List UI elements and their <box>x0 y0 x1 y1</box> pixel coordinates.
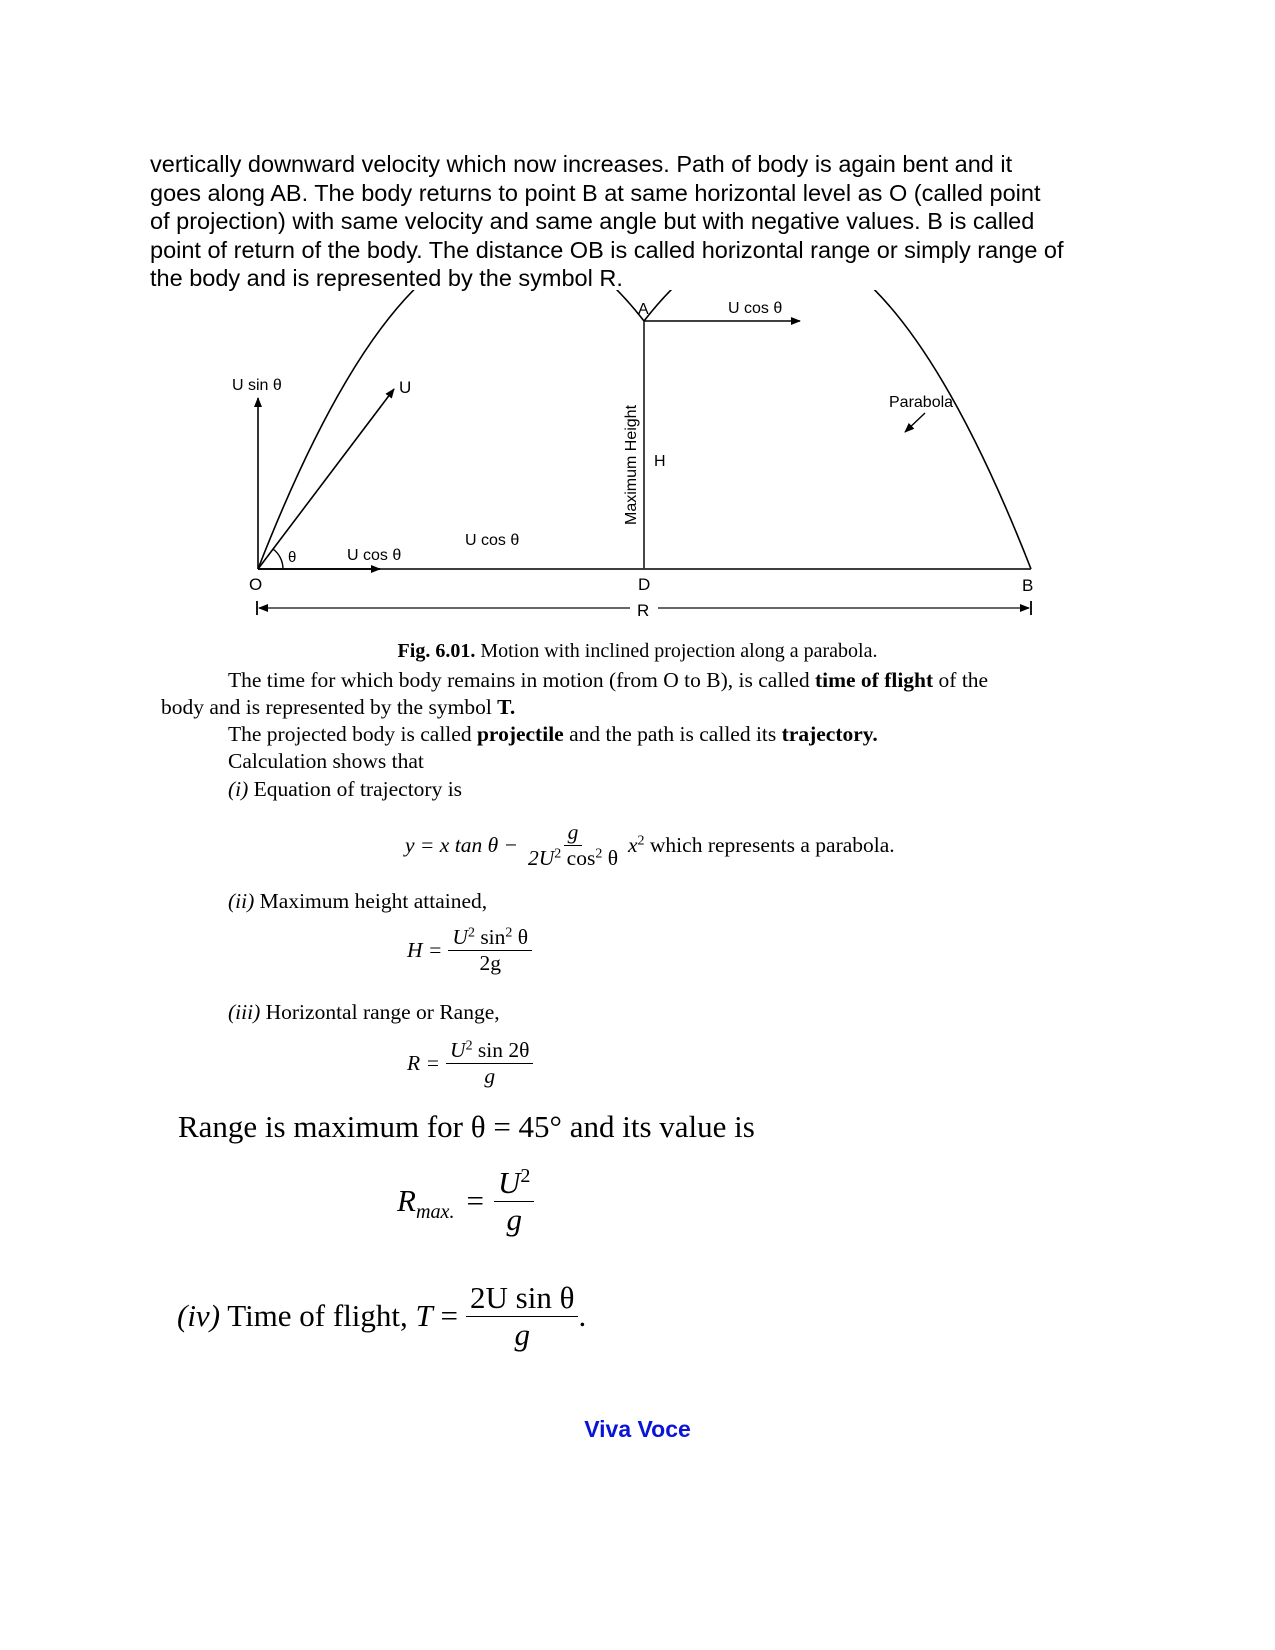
figure-caption <box>0 640 1275 663</box>
item-text: Time of flight, <box>220 1298 416 1334</box>
equation-lhs: H = <box>407 937 443 962</box>
label-max-height: Maximum Height <box>623 404 640 525</box>
fraction-denominator: g <box>506 1201 522 1237</box>
fraction-denominator: g <box>514 1316 530 1352</box>
item-number: (ii) <box>228 889 255 913</box>
superscript: 2 <box>465 1038 473 1054</box>
item-iii-heading <box>228 999 500 1026</box>
intro-line: goes along AB. The body returns to point B at same horizontal level as O (called point <box>150 179 1041 206</box>
label-u-vector: U <box>399 378 412 397</box>
symbol-t: T. <box>497 695 516 719</box>
equation-lhs: R = <box>407 1050 441 1075</box>
label-parabola: Parabola <box>889 394 954 411</box>
symbol-t: T <box>415 1298 433 1334</box>
equals-sign: = <box>466 1183 485 1219</box>
item-number: (iii) <box>228 1000 261 1024</box>
label-height-h: H <box>654 453 666 470</box>
text-run: The projected body is called <box>228 722 477 746</box>
text-run: body and is represented by the symbol <box>161 695 498 719</box>
item-text: Horizontal range or Range, <box>260 1000 500 1024</box>
label-point-b: B <box>1022 576 1034 595</box>
equation-lhs: y = x tan θ − <box>405 832 519 857</box>
subscript: max. <box>415 1201 455 1224</box>
fraction <box>446 1038 533 1088</box>
fraction <box>524 820 622 870</box>
label-u-sin-theta: U sin θ <box>232 377 282 394</box>
superscript: 2 <box>554 846 562 862</box>
fraction-numerator <box>448 925 532 951</box>
label-point-o: O <box>249 575 263 594</box>
projectile-paragraph <box>228 721 1128 748</box>
text-run: U <box>452 925 468 949</box>
superscript: 2 <box>595 846 603 862</box>
viva-voce-heading: Viva Voce <box>584 1416 691 1442</box>
figure-caption-label: Fig. 6.01. <box>397 640 476 662</box>
fraction <box>466 1280 578 1352</box>
equation-tail <box>628 833 895 858</box>
item-number: (iv) <box>177 1298 221 1334</box>
fraction-numerator: 2U sin θ <box>466 1280 578 1317</box>
fraction-denominator: g <box>484 1063 496 1088</box>
intro-line: of projection) with same velocity and same angle but with negative values. B is called <box>150 208 1035 235</box>
label-point-a: A <box>638 301 649 318</box>
label-u-cos-theta-origin: U cos θ <box>347 547 402 564</box>
text-run: sin 2θ <box>472 1038 530 1062</box>
superscript: 2 <box>520 1164 531 1187</box>
fraction-numerator <box>446 1038 533 1064</box>
time-of-flight-paragraph-line2 <box>161 694 1061 721</box>
range-maximum-statement: Range is maximum for θ = 45° and its value is <box>178 1109 755 1144</box>
equation-range <box>407 1038 533 1088</box>
text-run: The time for which body remains in motion (from O to B), is called <box>228 668 815 692</box>
intro-paragraph <box>150 150 1140 293</box>
intro-line: the body and is represented by the symbol R. <box>150 265 623 292</box>
intro-line: point of return of the body. The distance OB is called horizontal range or simply range of <box>150 236 1064 263</box>
item-i-heading <box>228 776 462 803</box>
figure-caption-text: Motion with inclined projection along a parabola. <box>475 640 878 662</box>
equation-max-height <box>407 925 532 975</box>
parabola-pointer-arrow <box>905 413 925 432</box>
label-theta: θ <box>288 549 297 566</box>
fraction-denominator <box>524 846 622 871</box>
period: . <box>578 1298 587 1334</box>
label-point-d: D <box>638 575 651 594</box>
text-run: θ <box>602 845 618 870</box>
intro-line: vertically downward velocity which now increases. Path of body is again bent and it <box>150 151 1013 177</box>
equation-time-of-flight <box>177 1280 586 1352</box>
projectile-diagram <box>0 290 1275 630</box>
equation-trajectory <box>405 820 895 870</box>
calculation-line: Calculation shows that <box>228 749 424 773</box>
text-run: U <box>498 1165 521 1200</box>
equation-range-max <box>397 1165 534 1237</box>
text-run: sin <box>474 925 506 949</box>
item-text: Maximum height attained, <box>254 889 488 913</box>
theta-angle-arc <box>273 549 283 569</box>
label-range-r: R <box>637 601 650 620</box>
fraction-numerator: g <box>564 820 583 846</box>
text-run: 2U <box>528 845 555 870</box>
text-run: U <box>450 1038 466 1062</box>
superscript: 2 <box>637 833 645 849</box>
text-run: R <box>397 1183 416 1219</box>
label-u-cos-theta-mid: U cos θ <box>465 532 520 549</box>
term-trajectory: trajectory. <box>781 722 878 746</box>
term-time-of-flight: time of flight <box>814 668 934 692</box>
text-run: and the path is called its <box>563 722 782 746</box>
text-run: cos <box>561 845 596 870</box>
equals-sign: = <box>432 1298 459 1334</box>
fraction-numerator <box>494 1165 534 1202</box>
item-text: Equation of trajectory is <box>248 777 463 801</box>
time-of-flight-paragraph <box>228 667 1128 694</box>
superscript: 2 <box>505 925 513 941</box>
text-run: of the <box>933 668 989 692</box>
term-projectile: projectile <box>476 722 564 746</box>
text-run: which represents a parabola. <box>644 832 895 857</box>
fraction <box>448 925 532 975</box>
fraction <box>494 1165 534 1237</box>
equation-lhs <box>397 1183 455 1224</box>
label-u-cos-theta-top: U cos θ <box>728 300 783 317</box>
item-number: (i) <box>228 777 249 801</box>
text-run: θ <box>512 925 529 949</box>
fraction-denominator: 2g <box>479 950 501 975</box>
superscript: 2 <box>467 925 475 941</box>
item-ii-heading <box>228 888 487 915</box>
text-run: x <box>628 832 638 857</box>
